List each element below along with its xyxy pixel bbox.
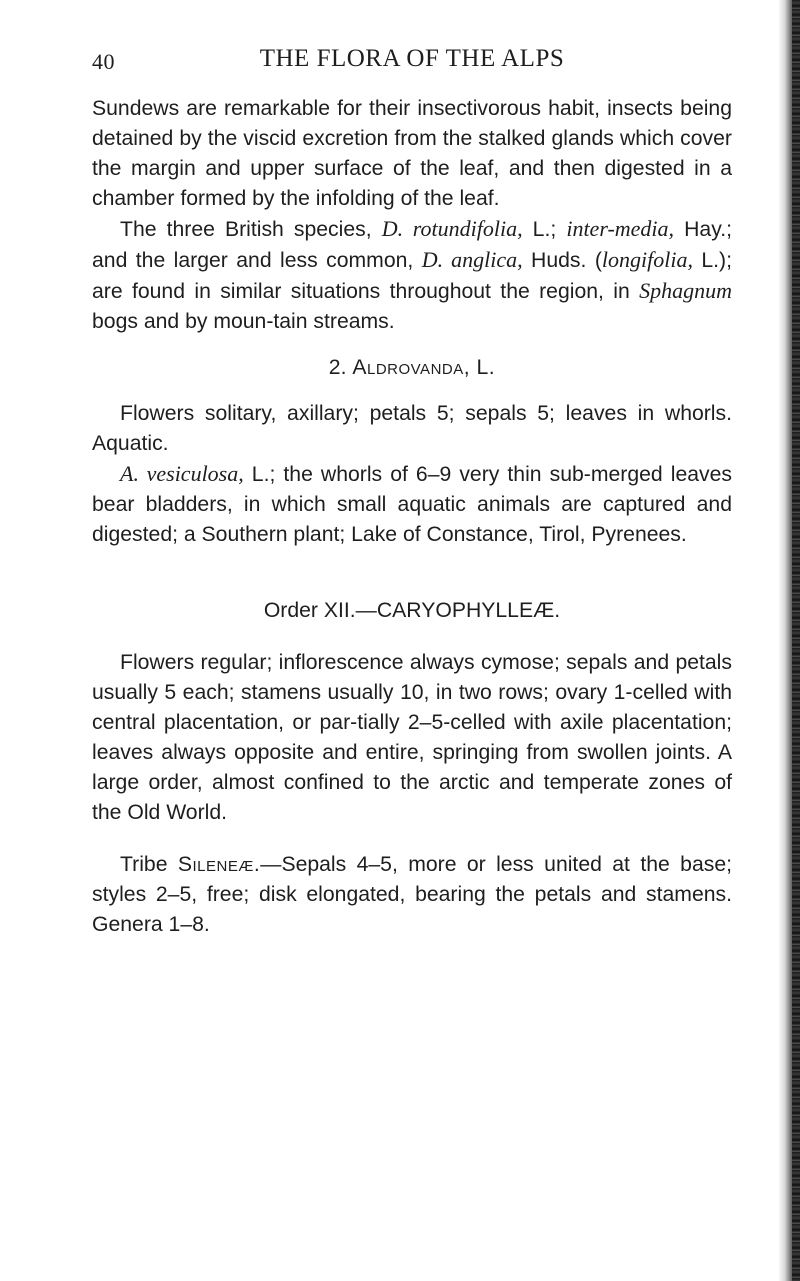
species-name: inter-media,	[566, 216, 675, 241]
species-name: D. anglica,	[421, 247, 523, 272]
page-header	[92, 45, 732, 85]
text-run: L.); are found in similar situations throughout the region, in	[92, 249, 732, 303]
paragraph-tribe-sileneae	[92, 850, 732, 940]
text-run: L.; the whorls of 6–9 very thin sub-merged leaves bear bladders, in which small aquatic animals are captured and digested; a Southern plant; Lake of Constance, Tirol, Pyrenees.	[92, 463, 732, 546]
species-name: A. vesiculosa,	[120, 461, 244, 486]
tribe-name: Sileneæ.	[177, 853, 261, 876]
page-number: 40	[92, 49, 115, 74]
order-heading: Order XII.—CARYOPHYLLEÆ.	[263, 599, 561, 622]
paragraph-british-species	[92, 214, 732, 337]
body-text	[92, 94, 732, 940]
species-name: longifolia,	[601, 247, 693, 272]
text-run: Hay.; and the larger and less common,	[92, 218, 732, 272]
text-run: L.;	[522, 218, 567, 241]
paragraph-sundews: Sundews are remarkable for their insectivorous habit, insects being detained by the viscid excretion from the stalked glands which cover the margin and upper surface of the leaf, and then digested in a chamber formed by the infolding of the leaf.	[92, 97, 732, 210]
page-edge-texture	[792, 0, 800, 1281]
paragraph-aldrovanda: Flowers solitary, axillary; petals 5; sepals 5; leaves in whorls. Aquatic.	[92, 402, 732, 455]
paragraph-caryophylleae: Flowers regular; inflorescence always cymose; sepals and petals usually 5 each; stamens usually 10, in two rows; ovary 1-celled with central placentation, or par-tially 2–5-celled with axile placentation; leaves always opposite and entire, springing from swollen joints. A large order, almost confined to the arctic and temperate zones of the Old World.	[92, 651, 732, 824]
text-run: bogs and by moun-tain streams.	[92, 310, 395, 333]
text-run: —Sepals 4–5, more or less united at the base; styles 2–5, free; disk elongated, bearing the petals and stamens. Genera 1–8.	[92, 853, 732, 936]
genus-title: Aldrovanda, L.	[352, 356, 496, 379]
text-run: Huds. (	[522, 249, 602, 272]
text-run: Tribe	[120, 853, 178, 876]
paragraph-vesiculosa	[92, 459, 732, 550]
running-title: THE FLORA OF THE ALPS	[259, 45, 565, 72]
text-run: The three British species,	[120, 218, 382, 241]
species-name: D. rotundifolia,	[381, 216, 523, 241]
genus-name: Sphagnum	[639, 278, 732, 303]
genus-number: 2.	[328, 356, 353, 379]
genus-heading	[92, 353, 732, 383]
